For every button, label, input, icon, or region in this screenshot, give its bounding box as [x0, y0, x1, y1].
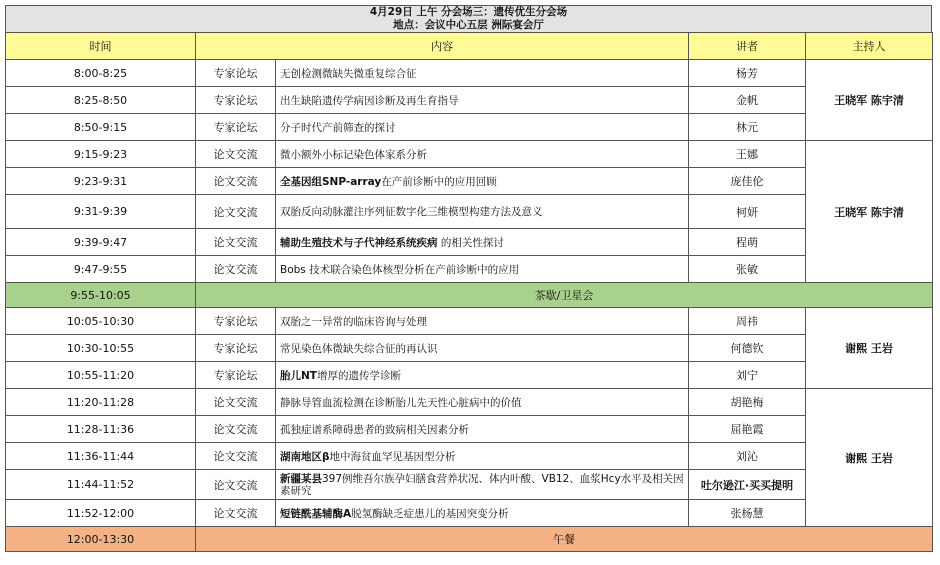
- title-rest: 的相关性探讨: [437, 236, 504, 249]
- type-cell: 专家论坛: [196, 362, 276, 389]
- speaker-cell: 吐尔逊江·买买提明: [689, 470, 806, 500]
- time-cell: 8:00-8:25: [6, 60, 196, 87]
- type-cell: 论文交流: [196, 500, 276, 527]
- title-cell: 无创检测微缺失微重复综合征: [276, 60, 689, 87]
- type-cell: 论文交流: [196, 256, 276, 283]
- session-header: [5, 5, 932, 33]
- time-cell: 9:31-9:39: [6, 195, 196, 229]
- speaker-cell: 张杨慧: [689, 500, 806, 527]
- time-cell: 11:28-11:36: [6, 416, 196, 443]
- col-speaker: 讲者: [689, 33, 806, 60]
- session-title: 4月29日 上午 分会场三：遗传优生分会场: [369, 6, 568, 18]
- time-cell: 11:20-11:28: [6, 389, 196, 416]
- table-row: [6, 500, 933, 527]
- type-cell: 论文交流: [196, 470, 276, 500]
- host-cell: 谢熙 王岩: [806, 308, 933, 389]
- time-cell: 11:44-11:52: [6, 470, 196, 500]
- title-cell: 分子时代产前筛查的探讨: [276, 114, 689, 141]
- type-cell: 论文交流: [196, 389, 276, 416]
- time-cell: 10:30-10:55: [6, 335, 196, 362]
- type-cell: 论文交流: [196, 141, 276, 168]
- title-rest: 397例维吾尔族孕妇膳食营养状况、体内叶酸、VB12、血浆Hcy水平及相关因素研究: [280, 472, 684, 497]
- speaker-cell: 胡艳梅: [689, 389, 806, 416]
- title-cell: 微小额外小标记染色体家系分析: [276, 141, 689, 168]
- host-cell: 王晓军 陈宇清: [806, 141, 933, 283]
- title-cell: [276, 362, 689, 389]
- table-row: [6, 141, 933, 168]
- table-row: [6, 60, 933, 87]
- type-cell: 专家论坛: [196, 114, 276, 141]
- speaker-cell: 王娜: [689, 141, 806, 168]
- time-cell: 9:47-9:55: [6, 256, 196, 283]
- table-row: [6, 335, 933, 362]
- title-cell: 常见染色体微缺失综合征的再认识: [276, 335, 689, 362]
- title-cell: [276, 470, 689, 500]
- break-time: 12:00-13:30: [6, 527, 196, 552]
- lunch-row: [6, 527, 933, 552]
- speaker-cell: 张敏: [689, 256, 806, 283]
- time-cell: 10:55-11:20: [6, 362, 196, 389]
- title-bold: 胎儿NT: [280, 369, 317, 382]
- title-cell: [276, 500, 689, 527]
- type-cell: 论文交流: [196, 443, 276, 470]
- speaker-cell: 何德钦: [689, 335, 806, 362]
- schedule-table: [5, 5, 932, 565]
- table-row: [6, 168, 933, 195]
- time-cell: 8:50-9:15: [6, 114, 196, 141]
- title-bold: 新疆某县: [280, 472, 322, 485]
- col-time: 时间: [6, 33, 196, 60]
- speaker-cell: 金帆: [689, 87, 806, 114]
- type-cell: 专家论坛: [196, 87, 276, 114]
- agenda-table: [5, 32, 933, 552]
- title-cell: [276, 229, 689, 256]
- break-time: 9:55-10:05: [6, 283, 196, 308]
- type-cell: 论文交流: [196, 416, 276, 443]
- table-row: [6, 416, 933, 443]
- time-cell: 9:15-9:23: [6, 141, 196, 168]
- session-location: 地点：会议中心五层 洲际宴会厅: [393, 19, 544, 31]
- time-cell: 11:36-11:44: [6, 443, 196, 470]
- speaker-cell: 周祎: [689, 308, 806, 335]
- time-cell: 11:52-12:00: [6, 500, 196, 527]
- col-content: 内容: [196, 33, 689, 60]
- column-header-row: [6, 33, 933, 60]
- title-rest: 增厚的遗传学诊断: [316, 369, 401, 382]
- time-cell: 8:25-8:50: [6, 87, 196, 114]
- type-cell: 论文交流: [196, 195, 276, 229]
- host-cell: 谢熙 王岩: [806, 389, 933, 527]
- table-row: [6, 114, 933, 141]
- host-cell: 王晓军 陈宇清: [806, 60, 933, 141]
- break-label: 茶歇/卫星会: [196, 283, 933, 308]
- table-row: [6, 362, 933, 389]
- speaker-cell: 柯妍: [689, 195, 806, 229]
- col-host: 主持人: [806, 33, 933, 60]
- title-bold: 短链酰基辅酶A: [280, 507, 352, 520]
- title-cell: 孤独症谱系障碍患者的致病相关因素分析: [276, 416, 689, 443]
- table-row: [6, 229, 933, 256]
- speaker-cell: 屈艳霞: [689, 416, 806, 443]
- table-row: [6, 470, 933, 500]
- table-row: [6, 389, 933, 416]
- table-row: [6, 87, 933, 114]
- time-cell: 9:39-9:47: [6, 229, 196, 256]
- speaker-cell: 程萌: [689, 229, 806, 256]
- title-cell: 出生缺陷遗传学病因诊断及再生育指导: [276, 87, 689, 114]
- title-rest: 在产前诊断中的应用回顾: [381, 175, 497, 188]
- title-bold: 全基因组SNP-array: [280, 175, 382, 188]
- type-cell: 专家论坛: [196, 308, 276, 335]
- title-cell: Bobs 技术联合染色体核型分析在产前诊断中的应用: [276, 256, 689, 283]
- table-row: [6, 308, 933, 335]
- table-row: [6, 443, 933, 470]
- type-cell: 论文交流: [196, 229, 276, 256]
- title-cell: 双胎之一异常的临床咨询与处理: [276, 308, 689, 335]
- title-cell: [276, 443, 689, 470]
- title-rest: 地中海贫血罕见基因型分析: [329, 450, 456, 463]
- type-cell: 专家论坛: [196, 335, 276, 362]
- type-cell: 论文交流: [196, 168, 276, 195]
- speaker-cell: 刘宁: [689, 362, 806, 389]
- title-cell: [276, 168, 689, 195]
- type-cell: 专家论坛: [196, 60, 276, 87]
- title-cell: 双胎反向动脉灌注序列征数字化三维模型构建方法及意义: [276, 195, 689, 229]
- speaker-cell: 杨芳: [689, 60, 806, 87]
- speaker-cell: 刘沁: [689, 443, 806, 470]
- table-row: [6, 195, 933, 229]
- time-cell: 10:05-10:30: [6, 308, 196, 335]
- speaker-cell: 林元: [689, 114, 806, 141]
- title-bold: 湖南地区β: [280, 450, 330, 463]
- title-bold: 辅助生殖技术与子代神经系统疾病: [280, 236, 438, 249]
- title-cell: 静脉导管血流检测在诊断胎儿先天性心脏病中的价值: [276, 389, 689, 416]
- tea-break-row: [6, 283, 933, 308]
- title-rest: 脱氢酶缺乏症患儿的基因突变分析: [351, 507, 509, 520]
- speaker-cell: 庞佳伦: [689, 168, 806, 195]
- table-row: [6, 256, 933, 283]
- break-label: 午餐: [196, 527, 933, 552]
- time-cell: 9:23-9:31: [6, 168, 196, 195]
